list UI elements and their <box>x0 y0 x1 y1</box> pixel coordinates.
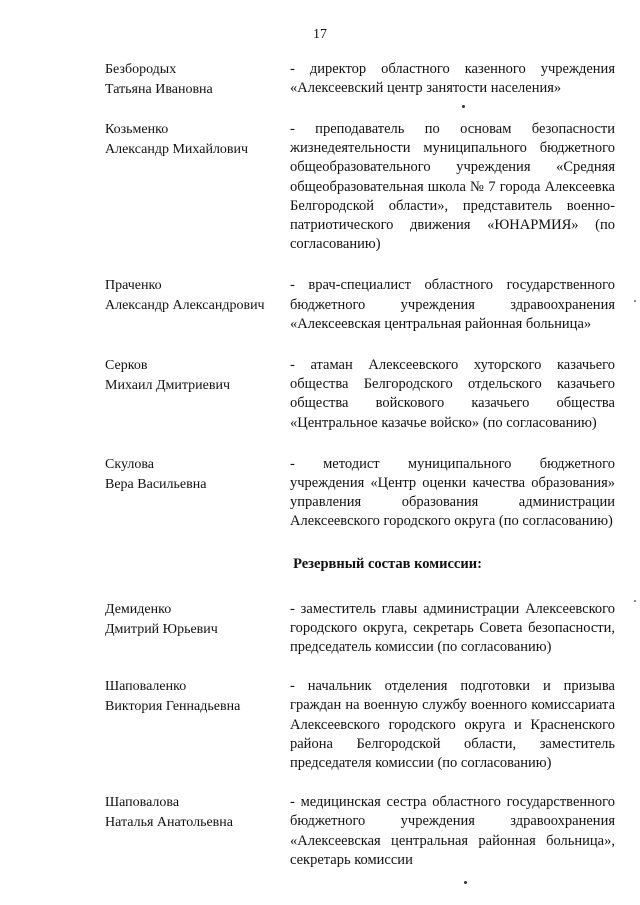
member-given-names: Александр Александрович <box>105 298 265 314</box>
member-entry <box>105 276 615 334</box>
member-name <box>105 677 290 773</box>
member-name <box>105 793 290 870</box>
page-number: 17 <box>313 27 327 42</box>
member-role: - директор областного казенного учреждения «Алексеевский центр занятости населения» <box>290 61 615 97</box>
member-given-names: Михаил Дмитриевич <box>105 378 230 394</box>
scan-edge-mark <box>634 300 636 302</box>
member-entry <box>105 120 615 254</box>
reserve-member-entry <box>105 793 615 870</box>
scan-edge-mark <box>634 600 636 602</box>
member-entry <box>105 455 615 532</box>
member-given-names: Александр Михайлович <box>105 142 249 157</box>
member-role: - преподаватель по основам безопасности жизнедеятельности муниципального бюджетного общеобразовательного учреждения «Средняя общеобразовательная школа № 7 города Алексеевка Белгородской области», представитель военно-патриотического движения «ЮНАРМИЯ» (по согласованию) <box>290 121 615 253</box>
member-surname: Праченко <box>105 278 162 294</box>
member-given-names: Дмитрий Юрьевич <box>105 621 218 637</box>
member-surname: Серков <box>105 358 148 374</box>
scan-speck <box>464 881 467 884</box>
member-name <box>105 600 290 658</box>
member-role: - заместитель главы администрации Алексеевского городского округа, секретарь Совета безопасности, председатель комиссии (по согласованию) <box>290 600 615 656</box>
reserve-member-entry <box>105 677 615 773</box>
reserve-section-heading: Резервный состав комиссии: <box>293 555 482 572</box>
member-role: - методист муниципального бюджетного учреждения «Центр оценки качества образования» управления образования администрации Алексеевского городского округа (по согласованию) <box>290 455 615 530</box>
member-entry <box>105 356 615 433</box>
member-given-names: Вера Васильевна <box>105 476 207 492</box>
member-role: - начальник отделения подготовки и призыва граждан на военную службу военного комиссариата Алексеевского городского округа и Красненского района Белгородской области, заместитель председателя комиссии (по согласованию) <box>290 678 615 772</box>
member-role: - врач-специалист областного государственного бюджетного учреждения здравоохранения «Алексеевская центральная районная больница» <box>290 277 615 332</box>
member-surname: Безбородых <box>105 62 177 77</box>
member-role: - атаман Алексеевского хуторского казачьего общества Белгородского отдельского казачьего общества войскового казачьего общества «Центральное казачье войско» (по согласованию) <box>290 357 615 431</box>
member-role: - медицинская сестра областного государственного бюджетного учреждения здравоохранения «Алексеевская центральная районная больница», секретарь комиссии <box>290 794 615 868</box>
member-entry <box>105 60 615 100</box>
member-name <box>105 356 290 433</box>
member-name <box>105 60 290 100</box>
member-surname: Шаповаленко <box>105 679 187 695</box>
member-surname: Скулова <box>105 456 154 472</box>
member-name <box>105 120 290 254</box>
member-surname: Шаповалова <box>105 795 180 811</box>
member-surname: Демиденко <box>105 601 172 617</box>
member-given-names: Виктория Геннадьевна <box>105 699 241 715</box>
member-given-names: Татьяна Ивановна <box>105 82 213 97</box>
member-given-names: Наталья Анатольевна <box>105 815 234 831</box>
member-surname: Козьменко <box>105 122 169 137</box>
members-list <box>105 60 615 870</box>
scan-speck <box>462 105 465 108</box>
member-name <box>105 455 290 532</box>
member-name <box>105 276 290 334</box>
reserve-member-entry <box>105 600 615 658</box>
